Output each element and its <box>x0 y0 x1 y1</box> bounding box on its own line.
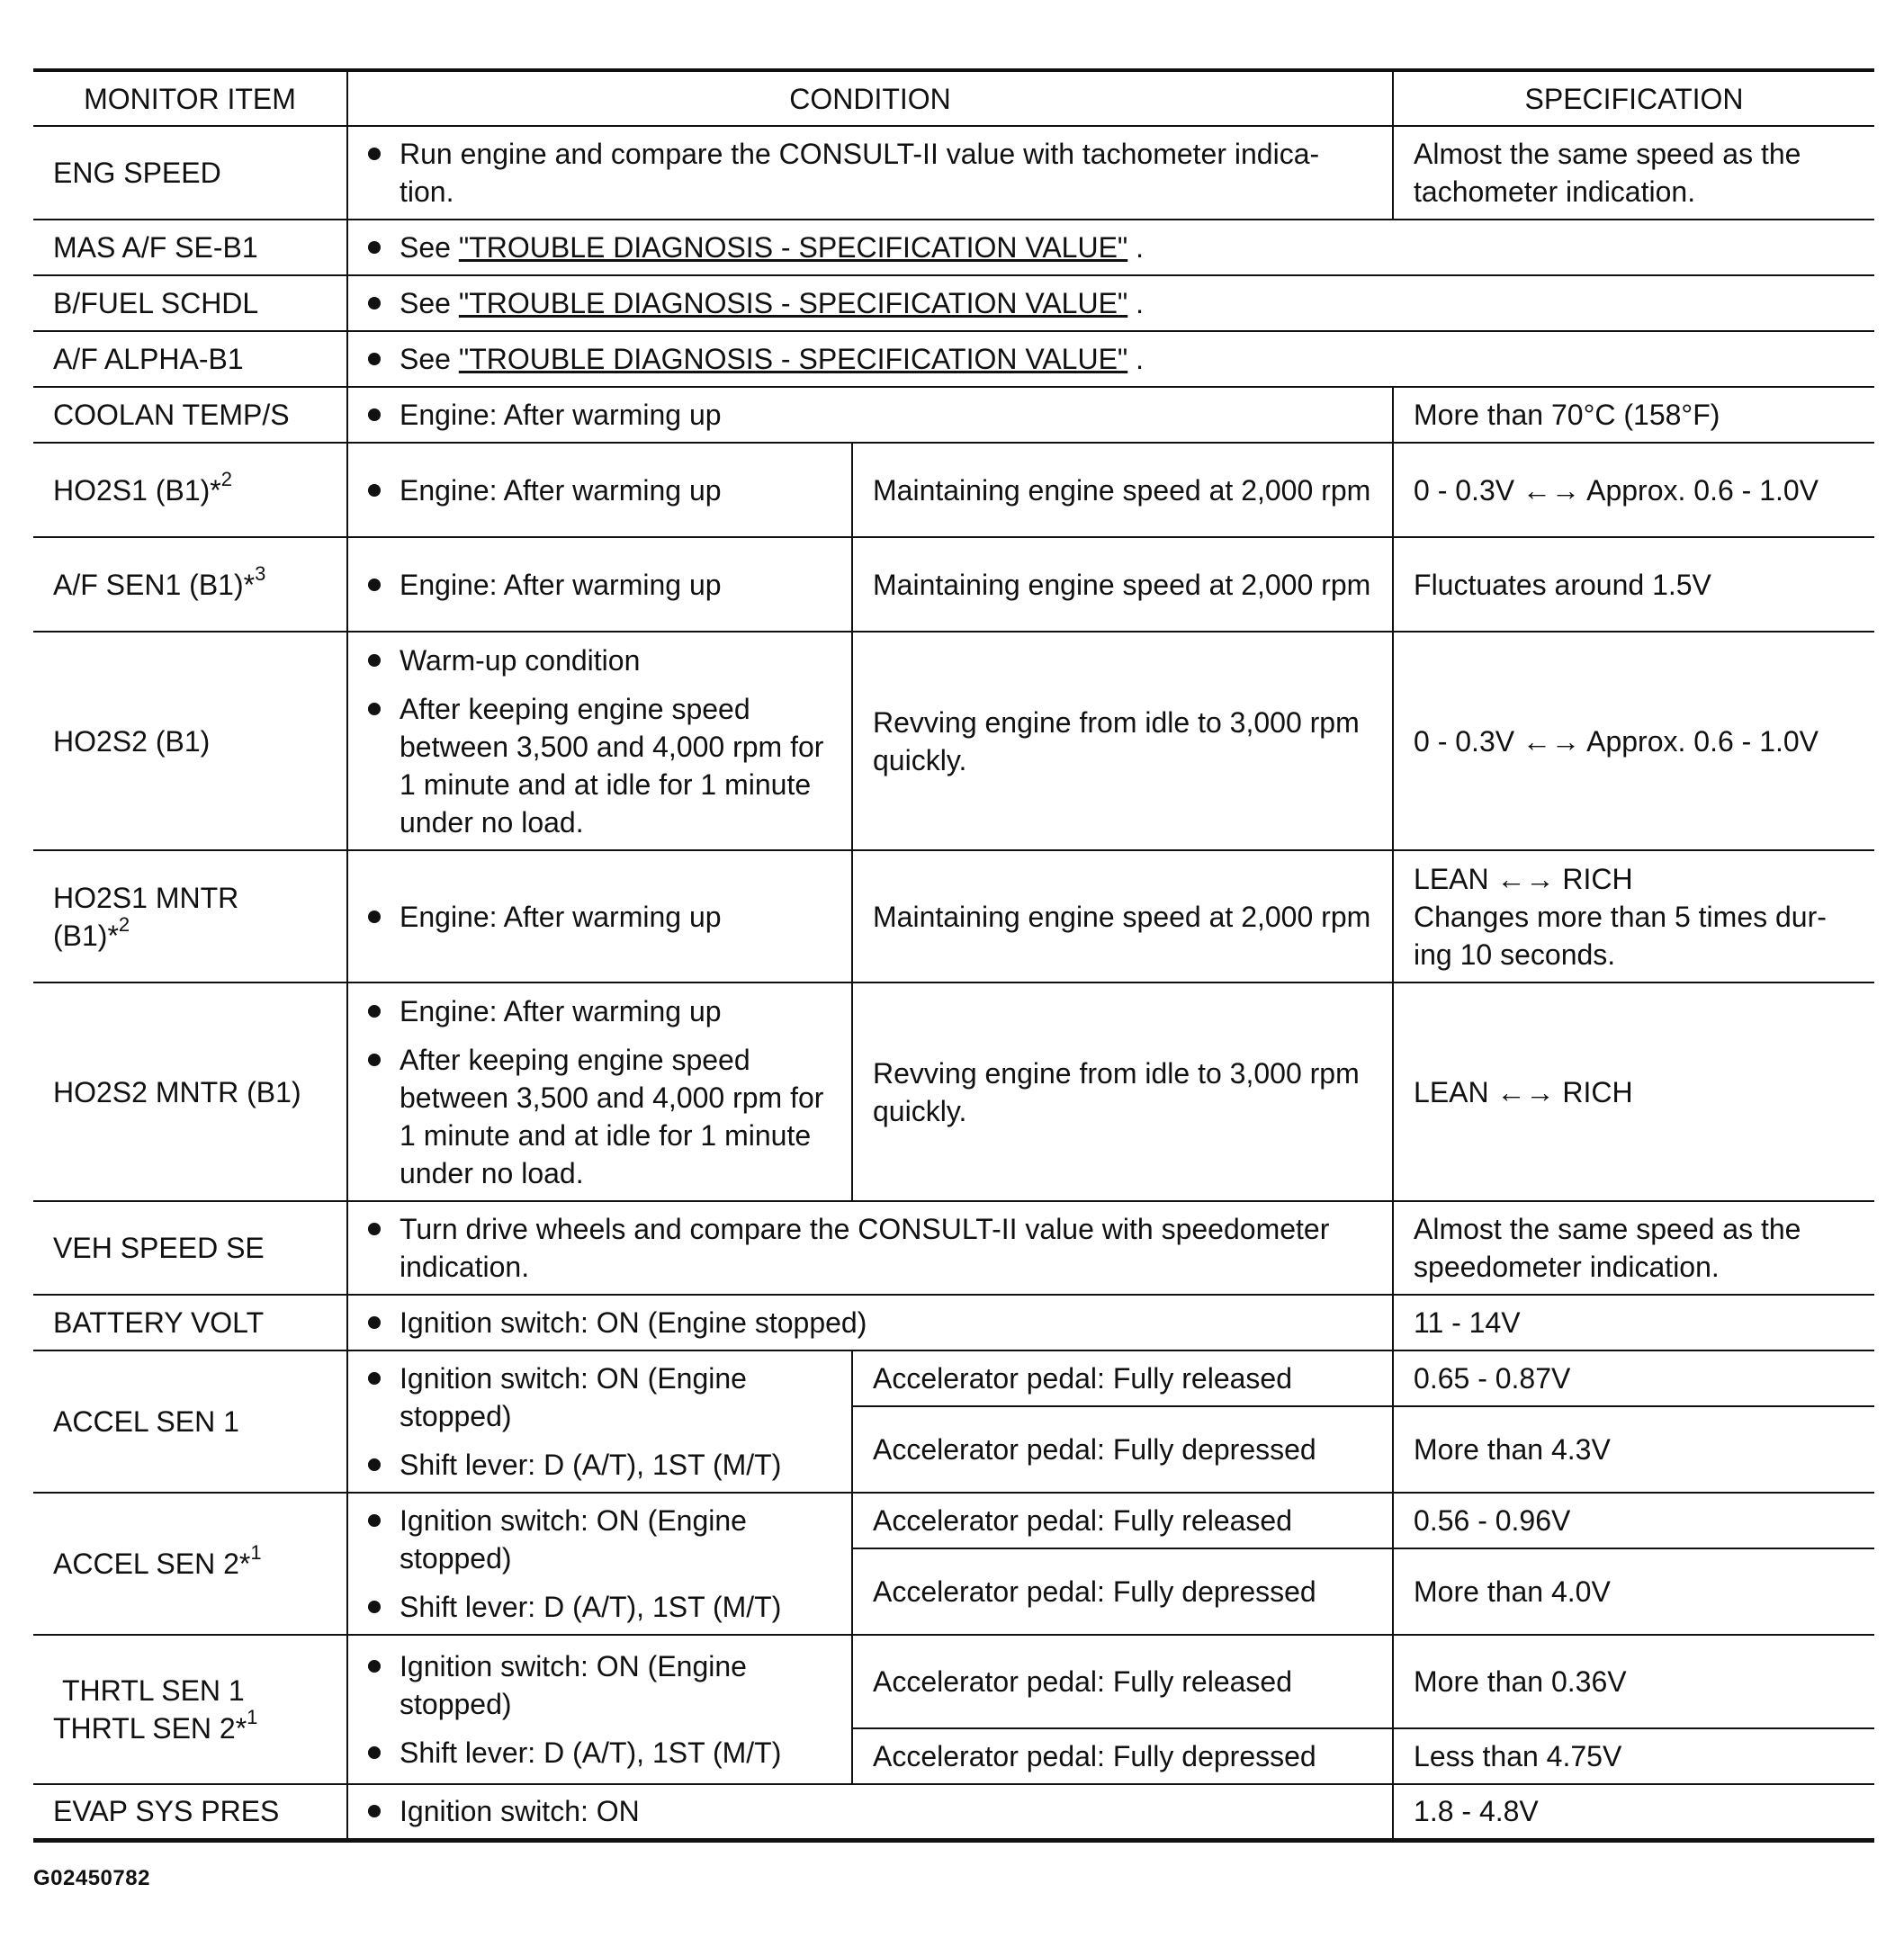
sub-condition-cell: Revving engine from idle to 3,000 rpm quickly. <box>852 632 1393 850</box>
specification-line: Changes more than 5 times dur-ing 10 seconds. <box>1414 900 1827 971</box>
condition-cell <box>347 537 852 632</box>
table-row-coolan <box>33 387 1874 443</box>
monitor-item: MAS A/F SE-B1 <box>33 220 347 275</box>
specification-cell: More than 4.3V <box>1393 1406 1874 1493</box>
table-row-af-alpha <box>33 331 1874 387</box>
table-row-ho2s2 <box>33 632 1874 850</box>
specification-cell: More than 4.0V <box>1393 1548 1874 1635</box>
monitor-item-line <box>53 912 327 955</box>
specification-cell <box>1393 850 1874 982</box>
condition-cell <box>347 1784 1393 1840</box>
header-monitor-item: MONITOR ITEM <box>33 70 347 126</box>
specification-cell: Almost the same speed as the speedometer indication. <box>1393 1201 1874 1295</box>
condition-cell <box>347 1295 1393 1350</box>
table-row-eng-speed <box>33 126 1874 220</box>
footnote-mark: 1 <box>250 1541 262 1565</box>
condition-bullet: Shift lever: D (A/T), 1ST (M/T) <box>368 1588 831 1626</box>
see-text: See <box>400 287 451 319</box>
condition-bullet: Shift lever: D (A/T), 1ST (M/T) <box>368 1446 831 1484</box>
table-row-battery <box>33 1295 1874 1350</box>
condition-cell <box>347 1350 852 1493</box>
specification-line: LEAN ←→ RICH <box>1414 862 1633 895</box>
sub-condition-cell: Accelerator pedal: Fully released <box>852 1635 1393 1728</box>
table-row-evap <box>33 1784 1874 1840</box>
document-code: G02450782 <box>33 1866 150 1890</box>
period-text: . <box>1136 343 1145 375</box>
condition-bullet: Engine: After warming up <box>368 471 831 509</box>
see-text: See <box>400 343 451 375</box>
condition-cell <box>347 850 852 982</box>
see-text: See <box>400 231 451 264</box>
monitor-item-text: A/F SEN1 (B1)* <box>53 568 256 601</box>
footnote-mark: 2 <box>220 467 232 490</box>
monitor-item: B/FUEL SCHDL <box>33 275 347 331</box>
condition-cell <box>347 220 1874 275</box>
header-specification: SPECIFICATION <box>1393 70 1874 126</box>
specification-cell: Less than 4.75V <box>1393 1728 1874 1784</box>
condition-bullet: Engine: After warming up <box>368 992 831 1030</box>
monitor-item-text: HO2S1 (B1)* <box>53 473 221 507</box>
monitor-item <box>33 1635 347 1784</box>
monitor-item-line: THRTL SEN 1 <box>62 1674 245 1707</box>
table-row-af-sen1 <box>33 537 1874 632</box>
monitor-item: HO2S2 MNTR (B1) <box>33 982 347 1201</box>
monitor-item: BATTERY VOLT <box>33 1295 347 1350</box>
monitor-spec-table <box>33 68 1874 1843</box>
monitor-item-text: (B1)* <box>53 919 119 952</box>
monitor-item: ENG SPEED <box>33 126 347 220</box>
specification-cell: 11 - 14V <box>1393 1295 1874 1350</box>
condition-bullet: After keeping engine speed between 3,500 and 4,000 rpm for 1 minute and at idle for 1 minute under no load. <box>368 1041 831 1192</box>
table-row-mas-af <box>33 220 1874 275</box>
table-row-ho2s1 <box>33 443 1874 537</box>
condition-cell <box>347 632 852 850</box>
monitor-item: COOLAN TEMP/S <box>33 387 347 443</box>
sub-condition-cell: Accelerator pedal: Fully depressed <box>852 1406 1393 1493</box>
condition-cell <box>347 275 1874 331</box>
specification-cell: 0 - 0.3V ←→ Approx. 0.6 - 1.0V <box>1393 632 1874 850</box>
sub-condition-cell: Maintaining engine speed at 2,000 rpm <box>852 850 1393 982</box>
sub-condition-cell: Accelerator pedal: Fully depressed <box>852 1548 1393 1635</box>
condition-bullet: Ignition switch: ON <box>368 1792 1372 1830</box>
specification-cell: More than 70°C (158°F) <box>1393 387 1874 443</box>
condition-cell <box>347 443 852 537</box>
monitor-item-text: THRTL SEN 2* <box>53 1712 247 1745</box>
monitor-item <box>33 537 347 632</box>
condition-bullet: Engine: After warming up <box>368 566 831 604</box>
sub-condition-cell: Maintaining engine speed at 2,000 rpm <box>852 537 1393 632</box>
condition-cell <box>347 1201 1393 1295</box>
specification-cell: 0.56 - 0.96V <box>1393 1493 1874 1548</box>
condition-bullet: Engine: After warming up <box>368 898 831 936</box>
condition-cell <box>347 126 1393 220</box>
footnote-mark: 2 <box>118 912 130 936</box>
condition-bullet: Ignition switch: ON (Engine stopped) <box>368 1502 831 1577</box>
condition-bullet: Turn drive wheels and compare the CONSULT-II value with speedometer indication. <box>368 1210 1372 1286</box>
footnote-mark: 1 <box>247 1706 258 1729</box>
condition-bullet: Ignition switch: ON (Engine stopped) <box>368 1304 1372 1341</box>
condition-bullet <box>368 284 1855 322</box>
condition-bullet: Shift lever: D (A/T), 1ST (M/T) <box>368 1734 831 1772</box>
monitor-item <box>33 850 347 982</box>
condition-bullet: Engine: After warming up <box>368 396 1372 434</box>
monitor-item <box>33 1493 347 1635</box>
monitor-item: VEH SPEED SE <box>33 1201 347 1295</box>
monitor-item: ACCEL SEN 1 <box>33 1350 347 1493</box>
sub-condition-cell: Accelerator pedal: Fully released <box>852 1493 1393 1548</box>
condition-bullet: Ignition switch: ON (Engine stopped) <box>368 1647 831 1723</box>
table-row-bfuel <box>33 275 1874 331</box>
monitor-item-line: HO2S1 MNTR <box>53 881 239 914</box>
header-condition: CONDITION <box>347 70 1393 126</box>
specification-cell: More than 0.36V <box>1393 1635 1874 1728</box>
sub-condition-cell: Accelerator pedal: Fully released <box>852 1350 1393 1406</box>
table-header-row <box>33 70 1874 126</box>
footnote-mark: 3 <box>255 561 266 585</box>
specification-cell: LEAN ←→ RICH <box>1393 982 1874 1201</box>
condition-cell <box>347 1635 852 1784</box>
table-row-accel1-a <box>33 1350 1874 1406</box>
spec-value-link[interactable]: "TROUBLE DIAGNOSIS - SPECIFICATION VALUE" <box>458 343 1128 375</box>
specification-cell: 1.8 - 4.8V <box>1393 1784 1874 1840</box>
monitor-item <box>33 443 347 537</box>
sub-condition-cell: Revving engine from idle to 3,000 rpm quickly. <box>852 982 1393 1201</box>
condition-cell <box>347 982 852 1201</box>
sub-condition-cell: Accelerator pedal: Fully depressed <box>852 1728 1393 1784</box>
condition-cell <box>347 1493 852 1635</box>
condition-bullet: After keeping engine speed between 3,500 and 4,000 rpm for 1 minute and at idle for 1 minute under no load. <box>368 690 831 841</box>
monitor-item: EVAP SYS PRES <box>33 1784 347 1840</box>
condition-bullet <box>368 340 1855 378</box>
period-text: . <box>1136 287 1145 319</box>
sub-condition-cell: Maintaining engine speed at 2,000 rpm <box>852 443 1393 537</box>
table-row-ho2s1-mntr <box>33 850 1874 982</box>
monitor-item: HO2S2 (B1) <box>33 632 347 850</box>
table-row-thrtl-a <box>33 1635 1874 1728</box>
spec-value-link[interactable]: "TROUBLE DIAGNOSIS - SPECIFICATION VALUE" <box>458 231 1128 264</box>
condition-bullet: Ignition switch: ON (Engine stopped) <box>368 1359 831 1435</box>
condition-cell <box>347 387 1393 443</box>
condition-bullet <box>368 229 1855 266</box>
table-row-veh-speed <box>33 1201 1874 1295</box>
specification-cell: 0.65 - 0.87V <box>1393 1350 1874 1406</box>
condition-bullet: Run engine and compare the CONSULT-II value with tachometer indica-tion. <box>368 135 1372 211</box>
table-row-accel2-a <box>33 1493 1874 1548</box>
period-text: . <box>1136 231 1145 264</box>
monitor-item-line <box>53 1706 327 1747</box>
monitor-item-text: ACCEL SEN 2* <box>53 1548 251 1580</box>
condition-bullet: Warm-up condition <box>368 642 831 679</box>
spec-value-link[interactable]: "TROUBLE DIAGNOSIS - SPECIFICATION VALUE" <box>458 287 1128 319</box>
specification-cell: 0 - 0.3V ←→ Approx. 0.6 - 1.0V <box>1393 443 1874 537</box>
specification-cell: Almost the same speed as the tachometer indication. <box>1393 126 1874 220</box>
condition-cell <box>347 331 1874 387</box>
specification-cell: Fluctuates around 1.5V <box>1393 537 1874 632</box>
monitor-item: A/F ALPHA-B1 <box>33 331 347 387</box>
table-row-ho2s2-mntr <box>33 982 1874 1201</box>
